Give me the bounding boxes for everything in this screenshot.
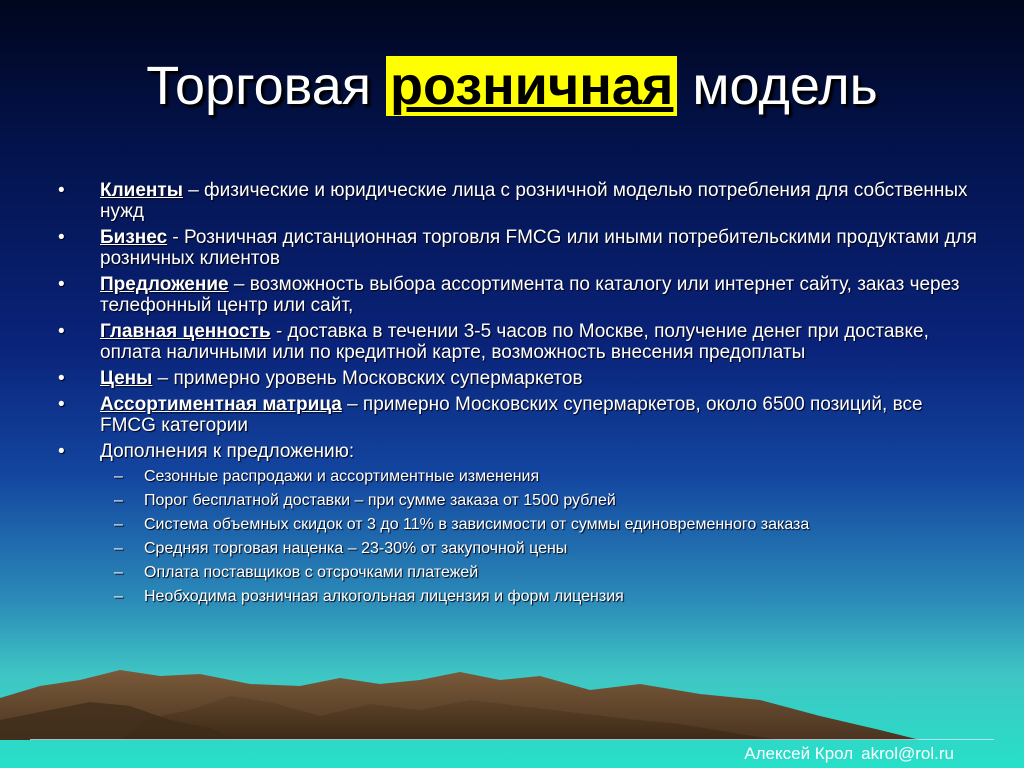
- bullet-term: Главная ценность: [100, 321, 271, 342]
- dash-marker: –: [114, 516, 123, 533]
- bullet-term: Предложение: [100, 274, 229, 295]
- bullet-marker: •: [58, 321, 65, 342]
- sub-item-text: Порог бесплатной доставки – при сумме заказа от 1500 рублей: [144, 492, 616, 509]
- sub-item-text: Сезонные распродажи и ассортиментные изменения: [144, 468, 540, 485]
- bullet-item: [58, 274, 978, 316]
- bullet-item: [58, 180, 978, 222]
- footer: [744, 744, 954, 764]
- bullet-item: [58, 441, 978, 462]
- bullet-term: Клиенты: [100, 180, 183, 201]
- sub-item: [58, 515, 978, 534]
- bullet-item: [58, 321, 978, 363]
- mountain-range-illustration: [0, 640, 1024, 740]
- bullet-text: - доставка в течении 3-5 часов по Москве, получение денег при доставке, оплата наличными или по кредитной карте, возможность внесения предоплаты: [100, 321, 929, 363]
- bullet-item: [58, 368, 978, 389]
- bullet-item: [58, 394, 978, 436]
- bullet-term: Бизнес: [100, 227, 168, 248]
- footer-email: akrol@rol.ru: [861, 744, 954, 763]
- dash-marker: –: [114, 588, 123, 605]
- bullet-text: - Розничная дистанционная торговля FMCG или иными потребительскими продуктами для розничных клиентов: [100, 227, 977, 269]
- sub-item-text: Средняя торговая наценка – 23-30% от закупочной цены: [144, 540, 568, 557]
- sub-item-text: Система объемных скидок от 3 до 11% в зависимости от суммы единовременного заказа: [144, 516, 810, 533]
- bullet-marker: •: [58, 227, 65, 248]
- sub-item: [58, 539, 978, 558]
- title-highlight: розничная: [386, 56, 677, 116]
- bullet-marker: •: [58, 441, 65, 462]
- bullet-term: Цены: [100, 368, 153, 389]
- dash-marker: –: [114, 564, 123, 581]
- footer-author: Алексей Крол: [744, 744, 854, 763]
- bullet-marker: •: [58, 274, 65, 295]
- bullet-item: [58, 227, 978, 269]
- sub-item-text: Оплата поставщиков с отсрочками платежей: [144, 564, 479, 581]
- bullet-text: – физические и юридические лица с розничной моделью потребления для собственных нужд: [100, 180, 968, 222]
- bullet-list: [58, 180, 978, 611]
- dash-marker: –: [114, 468, 123, 485]
- bullet-marker: •: [58, 180, 65, 201]
- dash-marker: –: [114, 540, 123, 557]
- sub-item: [58, 563, 978, 582]
- bullet-marker: •: [58, 368, 65, 389]
- sub-item: [58, 467, 978, 486]
- title-part-2: модель: [677, 56, 878, 116]
- sub-item: [58, 491, 978, 510]
- bullet-text: – примерно Московских супермаркетов, около 6500 позиций, все FMCG категории: [100, 394, 923, 436]
- dash-marker: –: [114, 492, 123, 509]
- sub-item: [58, 587, 978, 606]
- footer-divider: [30, 739, 994, 740]
- bullet-marker: •: [58, 394, 65, 415]
- bullet-term: Ассортиментная матрица: [100, 394, 342, 415]
- slide-title: [0, 55, 1024, 117]
- bullet-text: – возможность выбора ассортимента по каталогу или интернет сайту, заказ через телефонный центр или сайт,: [100, 274, 960, 316]
- title-part-1: Торговая: [146, 56, 386, 116]
- bullet-text: Дополнения к предложению:: [100, 441, 355, 462]
- bullet-text: – примерно уровень Московских супермаркетов: [152, 368, 583, 389]
- sub-item-text: Необходима розничная алкогольная лицензия и форм лицензия: [144, 588, 624, 605]
